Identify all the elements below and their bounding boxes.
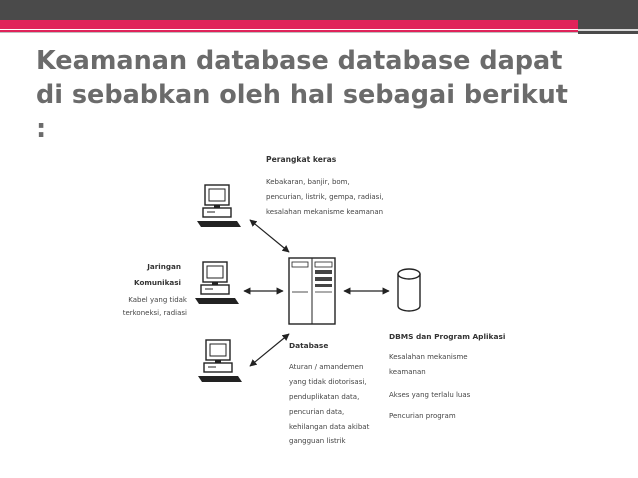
slide-title: Keamanan database database dapat di sebabkan oleh hal sebagai berikut : bbox=[36, 46, 569, 144]
dbms-line-4: Pencurian program bbox=[389, 412, 456, 420]
database-line-6: gangguan listrik bbox=[289, 437, 346, 445]
network-line-1: Kabel yang tidak bbox=[128, 296, 187, 304]
dbms-heading: DBMS dan Program Aplikasi bbox=[389, 332, 506, 341]
database-line-3: penduplikatan data, bbox=[289, 393, 360, 401]
hardware-line-1: Kebakaran, banjir, bom, bbox=[266, 178, 350, 186]
dbms-line-1: Kesalahan mekanisme bbox=[389, 353, 468, 361]
database-line-4: pencurian data, bbox=[289, 408, 345, 416]
hardware-line-3: kesalahan mekanisme keamanan bbox=[266, 208, 384, 216]
hardware-heading: Perangkat keras bbox=[266, 155, 337, 164]
database-cylinder-icon bbox=[398, 269, 420, 311]
dbms-line-3: Akses yang terlalu luas bbox=[389, 391, 471, 399]
database-heading: Database bbox=[289, 341, 329, 350]
hardware-line-2: pencurian, listrik, gempa, radiasi, bbox=[266, 193, 384, 201]
server-icon bbox=[289, 258, 335, 324]
network-line-2: terkoneksi, radiasi bbox=[122, 309, 187, 317]
dbms-line-2: keamanan bbox=[389, 368, 426, 376]
database-line-5: kehilangan data akibat bbox=[289, 423, 370, 431]
database-line-1: Aturan / amandemen bbox=[289, 363, 364, 371]
network-heading-line-2: Komunikasi bbox=[134, 278, 181, 287]
database-line-2: yang tidak diotorisasi, bbox=[289, 378, 367, 386]
network-heading-line-1: Jaringan bbox=[147, 262, 181, 271]
